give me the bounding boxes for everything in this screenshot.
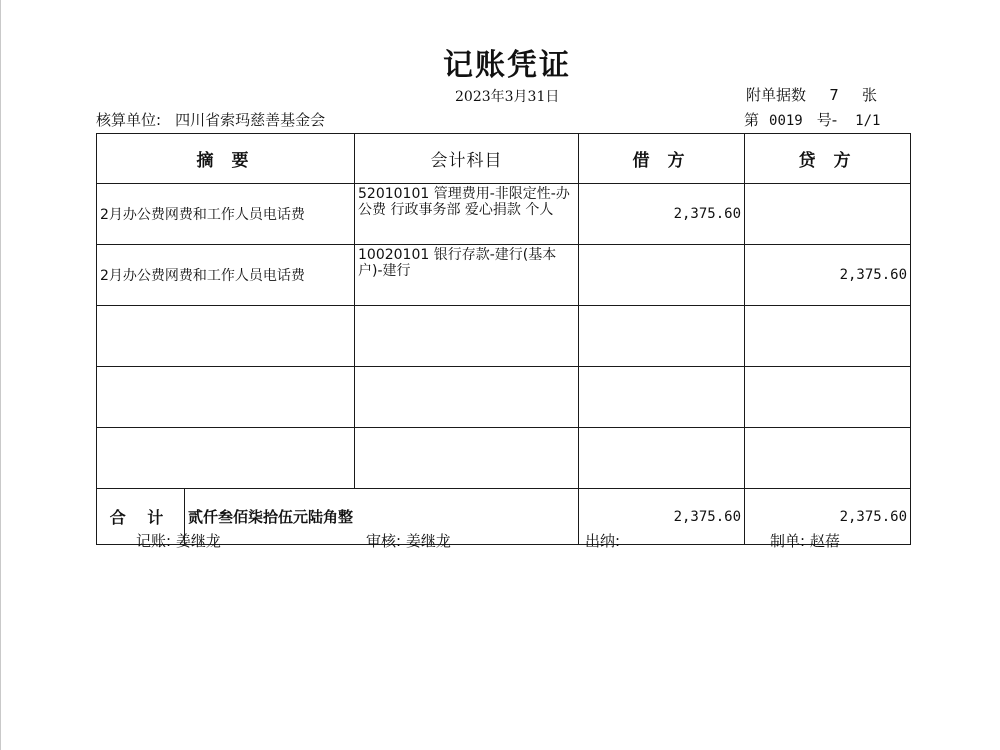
table-row bbox=[97, 184, 911, 245]
voucher-table bbox=[96, 133, 911, 545]
total-amount-words: 贰仟叁佰柒拾伍元陆角整 bbox=[185, 489, 579, 545]
attachments-number: 7 bbox=[829, 86, 839, 104]
row-debit bbox=[579, 367, 745, 428]
row-debit bbox=[579, 245, 745, 306]
table-row bbox=[97, 245, 911, 306]
header-row bbox=[97, 134, 911, 184]
voucher-number bbox=[744, 109, 880, 130]
table-row bbox=[97, 428, 911, 489]
row-credit bbox=[745, 184, 911, 245]
header-account: 会计科目 bbox=[355, 134, 579, 184]
table-row bbox=[97, 367, 911, 428]
attachments-label: 附单据数 bbox=[746, 86, 807, 104]
attachments-count bbox=[746, 84, 877, 105]
header-summary: 摘 要 bbox=[97, 134, 355, 184]
row-account bbox=[355, 367, 579, 428]
voucher-date: 2023年3月31日 bbox=[455, 89, 560, 105]
total-debit: 2,375.60 bbox=[579, 489, 745, 545]
row-account: 10020101 银行存款-建行(基本户)-建行 bbox=[355, 245, 579, 306]
row-debit bbox=[579, 428, 745, 489]
accounting-unit-label: 核算单位: bbox=[96, 111, 162, 129]
row-debit: 2,375.60 bbox=[579, 184, 745, 245]
row-summary bbox=[97, 367, 355, 428]
attachments-unit: 张 bbox=[862, 86, 878, 104]
signature-preparer: 制单: 赵蓓 bbox=[770, 532, 840, 550]
row-summary: 2月办公费网费和工作人员电话费 bbox=[97, 245, 355, 306]
header-credit: 贷 方 bbox=[745, 134, 911, 184]
row-account: 52010101 管理费用-非限定性-办公费 行政事务部 爱心捐款 个人 bbox=[355, 184, 579, 245]
row-debit bbox=[579, 306, 745, 367]
row-credit: 2,375.60 bbox=[745, 245, 911, 306]
total-credit: 2,375.60 bbox=[745, 489, 911, 545]
row-account bbox=[355, 306, 579, 367]
voucher-number-value: 0019 bbox=[769, 113, 803, 129]
row-summary: 2月办公费网费和工作人员电话费 bbox=[97, 184, 355, 245]
accounting-unit-value: 四川省索玛慈善基金会 bbox=[175, 111, 326, 129]
row-credit bbox=[745, 306, 911, 367]
row-credit bbox=[745, 367, 911, 428]
voucher-page: 1/1 bbox=[855, 113, 881, 129]
row-account bbox=[355, 428, 579, 489]
voucher-number-suffix: 号- bbox=[816, 111, 838, 129]
row-summary bbox=[97, 428, 355, 489]
table-row bbox=[97, 306, 911, 367]
total-label: 合 计 bbox=[97, 489, 185, 545]
row-credit bbox=[745, 428, 911, 489]
signature-bookkeeper: 记账: 姜继龙 bbox=[136, 532, 221, 550]
signature-reviewer: 审核: 姜继龙 bbox=[366, 532, 451, 550]
voucher-title: 记账凭证 bbox=[443, 48, 571, 83]
signature-cashier: 出纳: bbox=[585, 532, 621, 550]
header-debit: 借 方 bbox=[579, 134, 745, 184]
accounting-unit bbox=[96, 109, 325, 130]
row-summary bbox=[97, 306, 355, 367]
voucher-number-prefix: 第 bbox=[744, 111, 760, 129]
